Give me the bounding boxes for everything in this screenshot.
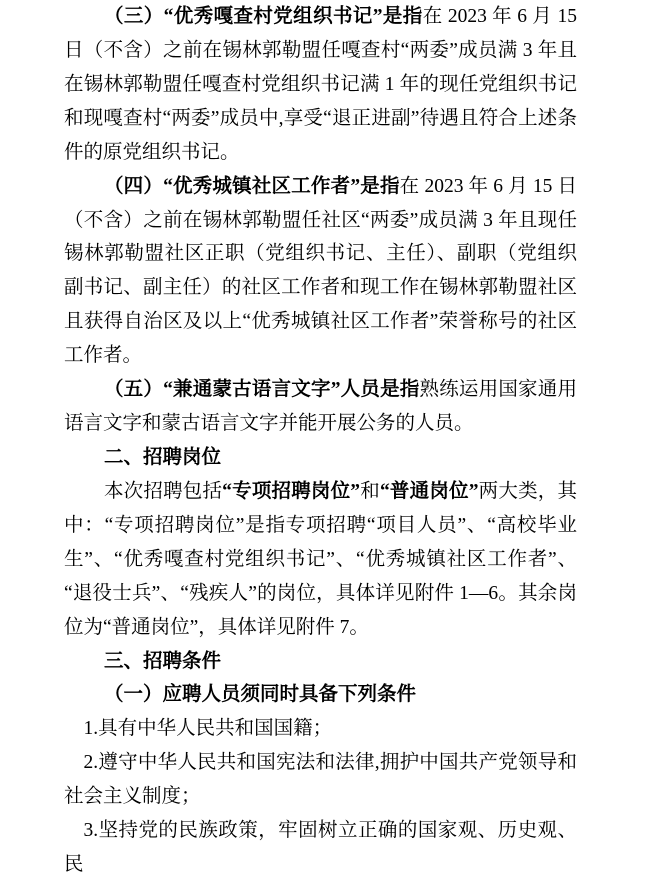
bold-run: （五）“兼通蒙古语言文字”人员是指 [103,379,420,401]
paragraph-condition-3 [64,814,577,882]
paragraph-def-community-worker [64,170,577,374]
text-run: 1.具有中华人民共和国国籍； [83,718,333,740]
bold-run: “普通岗位” [379,480,479,502]
text-run: 和 [360,480,380,502]
text-run: 两大类，其中：“专项招聘岗位”是指专项招聘“项目人员”、“高校毕业生”、“优秀嘎查村党组织书记”、“优秀城镇社区工作者”、“退役士兵”、“残疾人”的岗位，具体详见附件 1—6。其余岗位为“普通岗位”，具体详见附件 7。 [64,480,577,638]
bold-run: （三）“优秀嘎查村党组织书记”是指 [103,6,423,27]
heading-text: 三、招聘条件 [103,649,221,672]
paragraph-def-village-party-secretary [64,0,577,170]
paragraph-condition-2 [64,746,577,814]
section-heading-recruit-positions [64,441,577,475]
heading-text: 二、招聘岗位 [103,445,221,468]
text-run: 在 2023 年 6 月 15 日（不含）之前在锡林郭勒盟任社区“两委”成员满 3 年且现任锡林郭勒盟社区正职（党组织书记、主任）、副职（党组织副书记、副主任）的社区工作者和现工作在锡林郭勒盟社区且获得自治区及以上“优秀城镇社区工作者”荣誉称号的社区工作者。 [64,175,577,367]
text-run: 3.坚持党的民族政策，牢固树立正确的国家观、历史观、民 [64,820,577,876]
paragraph-positions-overview [64,475,577,645]
heading-text: （一）应聘人员须同时具备下列条件 [103,684,416,706]
section-heading-recruit-conditions [64,645,577,679]
bold-run: （四）“优秀城镇社区工作者”是指 [103,175,400,197]
paragraph-condition-1 [64,712,577,746]
text-run: 2.遵守中华人民共和国宪法和法律,拥护中国共产党领导和社会主义制度； [64,752,577,808]
text-run: 本次招聘包括 [103,480,223,502]
subheading-applicant-requirements [64,678,577,712]
paragraph-def-bilingual-personnel [64,373,577,441]
bold-run: “专项招聘岗位” [222,480,361,502]
text-run: 熟练运用国家通用语言文字和蒙古语言文字并能开展公务的人员。 [64,379,577,435]
text-run: 在 2023 年 6 月 15 日（不含）之前在锡林郭勒盟任嘎查村“两委”成员满 3 年且在锡林郭勒盟任嘎查村党组织书记满 1 年的现任党组织书记和现嘎查村“两委”成员中,享受“退正进副”待遇且符合上述条件的原党组织书记。 [64,6,577,163]
